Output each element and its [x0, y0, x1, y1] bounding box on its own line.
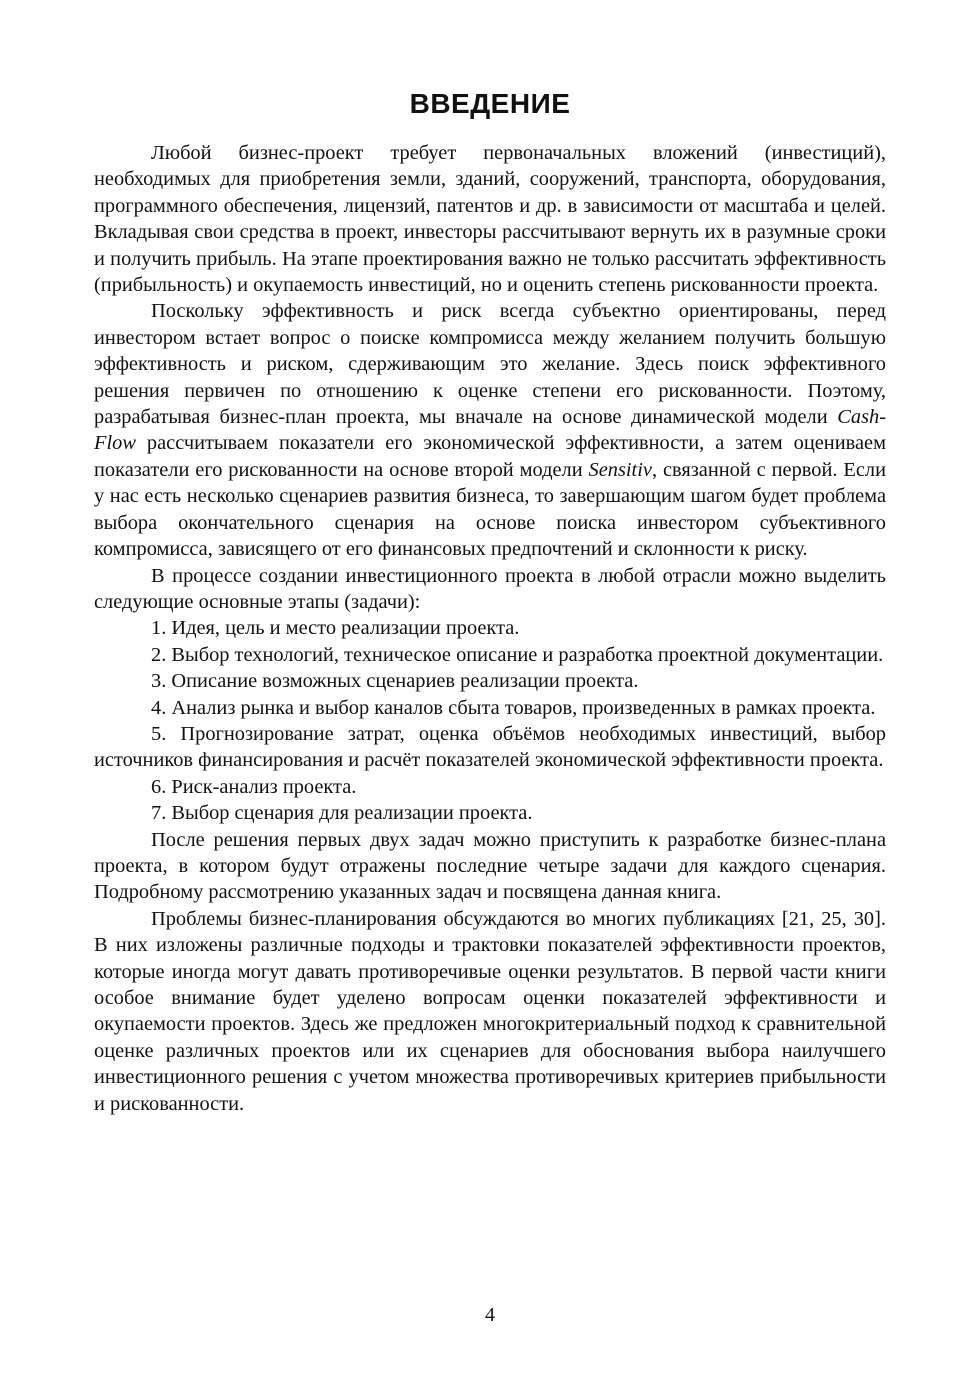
paragraph-investment-intro: Любой бизнес-проект требует первоначальных вложений (инвестиций), необходимых для приобретения земли, зданий, сооружений, транспорта, оборудования, программного обеспечения, лицензий, патентов и др. в зависимости от масштаба и целей. Вкладывая свои средства в проект, инвесторы рассчитывают вернуть их в разумные сроки и получить прибыль. На этапе проектирования важно не только рассчитать эффективность (прибыльность) и окупаемость инвестиций, но и оценить степень рискованности проекта. — [94, 142, 886, 297]
body-text — [94, 140, 886, 1117]
paragraph-stages-intro: В процессе создании инвестиционного проекта в любой отрасли можно выделить следующие основные этапы (задачи): — [94, 564, 886, 613]
list-item-stage-2: 2. Выбор технологий, техническое описание и разработка проектной документации. — [151, 643, 884, 666]
list-item-stage-6: 6. Риск-анализ проекта. — [151, 775, 357, 798]
page-title: ВВЕДЕНИЕ — [409, 88, 571, 119]
paragraph-publications: Проблемы бизнес-планирования обсуждаются во многих публикациях [21, 25, 30]. В них изложены различные подходы и трактовки показателей эффективности проектов, которые иногда могут давать противоречивые оценки результатов. В первой части книги особое внимание будет уделено вопросам оценки показателей эффективности и окупаемости проектов. Здесь же предложен многокритериальный подход к сравнительной оценке различных проектов или их сценариев для обоснования выбора наилучшего инвестиционного решения с учетом множества противоречивых критериев прибыльности и рискованности. — [94, 907, 886, 1115]
paragraph-business-plan: После решения первых двух задач можно приступить к разработке бизнес-плана проекта, в котором будут отражены последние четыре задачи для каждого сценария. Подробному рассмотрению указанных задач и посвящена данная книга. — [94, 828, 886, 904]
paragraph-text: Поскольку эффективность и риск всегда субъектно ориентированы, перед инвестором встает вопрос о поиске компромисса между желанием получить большую эффективность и риском, сдерживающим это желание. Здесь поиск эффективного решения первичен по отношению к оценке степени его рискованности. Поэтому, разрабатывая бизнес-план проекта, мы вначале на основе динамической модели — [94, 300, 886, 429]
term-sensitiv: Sensitiv — [588, 458, 652, 481]
paragraph-text: , связанной с первой. Если у нас есть несколько сценариев развития бизнеса, то завершающим шагом будет проблема выбора окончательного сценария на основе поиска инвестором субъективного компромисса, зависящего от его финансовых предпочтений и склонности к риску. — [94, 458, 886, 561]
list-item-stage-4: 4. Анализ рынка и выбор каналов сбыта товаров, произведенных в рамках проекта. — [151, 696, 876, 719]
term-cash-flow: Cash-Flow — [94, 406, 886, 455]
paragraph-efficiency-risk — [94, 298, 886, 562]
list-item-stage-3: 3. Описание возможных сценариев реализации проекта. — [151, 670, 639, 693]
list-item-stage-1: 1. Идея, цель и место реализации проекта. — [151, 617, 520, 640]
list-item-stage-5: 5. Прогнозирование затрат, оценка объёмов необходимых инвестиций, выбор источников финансирования и расчёт показателей экономической эффективности проекта. — [94, 722, 886, 772]
paragraph-text: рассчитываем показатели его экономической эффективности, а затем оцениваем показатели его рискованности на основе второй модели — [94, 432, 886, 481]
list-item-stage-7: 7. Выбор сценария для реализации проекта. — [151, 802, 533, 825]
page-number: 4 — [485, 1304, 495, 1326]
document-page — [94, 88, 886, 1117]
